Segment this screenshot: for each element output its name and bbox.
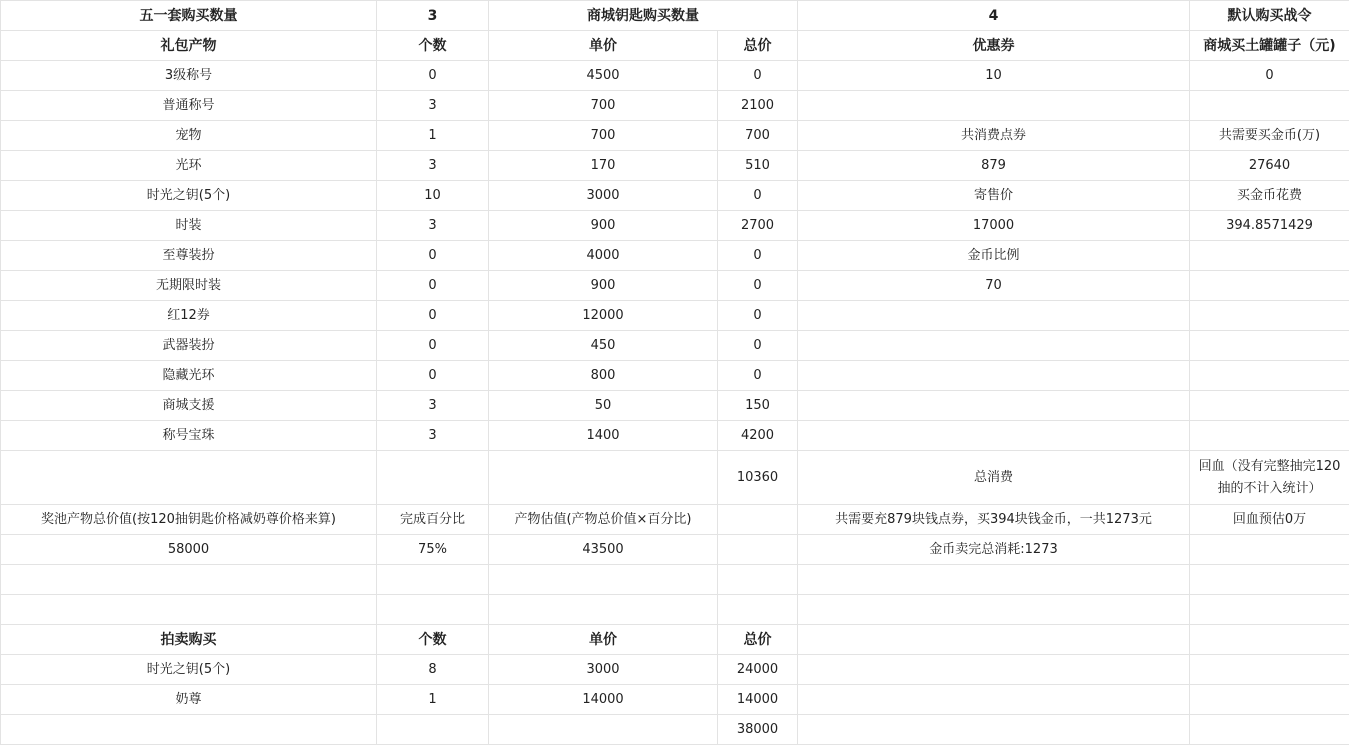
empty-cell[interactable] [1190,331,1349,361]
item-unit-price[interactable]: 900 [489,271,718,301]
consign-label[interactable]: 寄售价 [798,181,1190,211]
coupon-value[interactable]: 10 [798,61,1190,91]
empty-cell[interactable] [1190,655,1349,685]
empty-cell[interactable] [489,565,718,595]
auction-item-count[interactable]: 1 [377,685,489,715]
empty-cell[interactable] [798,91,1190,121]
item-total[interactable]: 2700 [718,211,798,241]
empty-cell[interactable] [377,451,489,505]
summary-text[interactable]: 共需要充879块钱点券，买394块钱金币，一共1273元 [798,505,1190,535]
auction-header-row [1,625,1349,655]
empty-cell[interactable] [718,595,798,625]
item-count[interactable]: 3 [377,391,489,421]
item-name[interactable]: 商城支援 [1,391,377,421]
pool-value-row [1,535,1349,565]
item-total[interactable]: 0 [718,331,798,361]
empty-cell[interactable] [377,595,489,625]
item-count[interactable]: 0 [377,361,489,391]
item-count[interactable]: 0 [377,271,489,301]
header-row [1,1,1349,31]
empty-cell[interactable] [489,715,718,745]
heal-estimate[interactable]: 回血预估0万 [1190,505,1349,535]
empty-cell[interactable] [798,595,1190,625]
gold-needed-label[interactable]: 共需要买金币(万) [1190,121,1349,151]
auction-item-name[interactable]: 时光之钥(5个) [1,655,377,685]
column-header-row [1,31,1349,61]
empty-cell[interactable] [1190,535,1349,565]
auction-unit-header[interactable]: 单价 [489,625,718,655]
auction-item-count[interactable]: 8 [377,655,489,685]
item-count[interactable]: 0 [377,331,489,361]
empty-cell[interactable] [798,391,1190,421]
item-total[interactable]: 0 [718,301,798,331]
empty-cell[interactable] [1190,91,1349,121]
auction-sum[interactable]: 38000 [718,715,798,745]
mall-pot-value[interactable]: 0 [1190,61,1349,91]
item-count[interactable]: 1 [377,121,489,151]
table-row [1,121,1349,151]
empty-cell[interactable] [1190,715,1349,745]
auction-item-name[interactable]: 奶尊 [1,685,377,715]
pool-total-label[interactable]: 奖池产物总价值(按120抽钥匙价格减奶尊价格来算) [1,505,377,535]
table-row [1,61,1349,91]
points-label[interactable]: 共消费点券 [798,121,1190,151]
consign-value[interactable]: 17000 [798,211,1190,241]
table-row [1,271,1349,301]
table-row [1,301,1349,331]
table-row [1,361,1349,391]
auction-item-total[interactable]: 14000 [718,685,798,715]
item-name[interactable]: 宠物 [1,121,377,151]
item-unit-price[interactable]: 4500 [489,61,718,91]
pool-percent-value[interactable]: 75% [377,535,489,565]
gold-needed-value[interactable]: 27640 [1190,151,1349,181]
empty-cell[interactable] [798,361,1190,391]
empty-cell[interactable] [1,715,377,745]
empty-row [1,595,1349,625]
empty-cell[interactable] [1190,301,1349,331]
auction-total-header[interactable]: 总价 [718,625,798,655]
auction-count-header[interactable]: 个数 [377,625,489,655]
auction-item-unit-price[interactable]: 3000 [489,655,718,685]
col-count-header[interactable]: 个数 [377,31,489,61]
table-row [1,241,1349,271]
empty-cell[interactable] [798,685,1190,715]
pool-label-row [1,505,1349,535]
table-row [1,181,1349,211]
item-total[interactable]: 510 [718,151,798,181]
empty-cell[interactable] [718,565,798,595]
pool-estimate-label[interactable]: 产物估值(产物总价值×百分比) [489,505,718,535]
item-name[interactable]: 隐藏光环 [1,361,377,391]
empty-cell[interactable] [1190,685,1349,715]
empty-cell[interactable] [377,715,489,745]
item-count[interactable]: 0 [377,301,489,331]
item-unit-price[interactable]: 700 [489,121,718,151]
item-total[interactable]: 150 [718,391,798,421]
item-unit-price[interactable]: 3000 [489,181,718,211]
empty-cell[interactable] [718,505,798,535]
item-unit-price[interactable]: 1400 [489,421,718,451]
item-count[interactable]: 3 [377,211,489,241]
item-count[interactable]: 0 [377,241,489,271]
empty-cell[interactable] [1190,271,1349,301]
set-purchase-value[interactable]: 3 [377,1,489,31]
item-name[interactable]: 时装 [1,211,377,241]
item-unit-price[interactable]: 12000 [489,301,718,331]
item-name[interactable]: 称号宝珠 [1,421,377,451]
empty-cell[interactable] [1,565,377,595]
item-unit-price[interactable]: 800 [489,361,718,391]
col-unit-price-header[interactable]: 单价 [489,31,718,61]
gold-sell-total[interactable]: 金币卖完总消耗:1273 [798,535,1190,565]
points-value[interactable]: 879 [798,151,1190,181]
empty-cell[interactable] [1190,595,1349,625]
item-total[interactable]: 700 [718,121,798,151]
ratio-label[interactable]: 金币比例 [798,241,1190,271]
item-unit-price[interactable]: 700 [489,91,718,121]
empty-row [1,565,1349,595]
item-count[interactable]: 3 [377,151,489,181]
key-purchase-value[interactable]: 4 [798,1,1190,31]
item-total[interactable]: 2100 [718,91,798,121]
table-row [1,91,1349,121]
item-total[interactable]: 0 [718,61,798,91]
auction-item-unit-price[interactable]: 14000 [489,685,718,715]
key-purchase-label[interactable]: 商城钥匙购买数量 [489,1,798,31]
pool-percent-label[interactable]: 完成百分比 [377,505,489,535]
empty-cell[interactable] [1190,625,1349,655]
item-count[interactable]: 3 [377,91,489,121]
item-count[interactable]: 10 [377,181,489,211]
item-unit-price[interactable]: 4000 [489,241,718,271]
empty-cell[interactable] [1190,391,1349,421]
items-sum[interactable]: 10360 [718,451,798,505]
col-mall-pot-header[interactable]: 商城买土罐罐子（元) [1190,31,1349,61]
empty-cell[interactable] [798,715,1190,745]
table-row [1,685,1349,715]
auction-sum-row [1,715,1349,745]
pool-total-value[interactable]: 58000 [1,535,377,565]
ratio-value[interactable]: 70 [798,271,1190,301]
table-row [1,655,1349,685]
table-row [1,211,1349,241]
auction-item-total[interactable]: 24000 [718,655,798,685]
empty-cell[interactable] [718,535,798,565]
col-total-header[interactable]: 总价 [718,31,798,61]
empty-cell[interactable] [1,595,377,625]
item-name[interactable]: 至尊装扮 [1,241,377,271]
set-purchase-label[interactable]: 五一套购买数量 [1,1,377,31]
table-row [1,421,1349,451]
empty-cell[interactable] [798,331,1190,361]
item-unit-price[interactable]: 50 [489,391,718,421]
item-name[interactable]: 3级称号 [1,61,377,91]
empty-cell[interactable] [1190,361,1349,391]
item-name[interactable]: 无期限时装 [1,271,377,301]
empty-cell[interactable] [489,595,718,625]
table-row [1,331,1349,361]
item-name[interactable]: 时光之钥(5个) [1,181,377,211]
item-unit-price[interactable]: 170 [489,151,718,181]
auction-title[interactable]: 拍卖购买 [1,625,377,655]
item-name[interactable]: 红12券 [1,301,377,331]
empty-cell[interactable] [1190,241,1349,271]
gold-cost-value[interactable]: 394.8571429 [1190,211,1349,241]
item-unit-price[interactable]: 900 [489,211,718,241]
item-total[interactable]: 0 [718,181,798,211]
item-total[interactable]: 0 [718,271,798,301]
item-total[interactable]: 0 [718,241,798,271]
pool-estimate-value[interactable]: 43500 [489,535,718,565]
item-name[interactable]: 普通称号 [1,91,377,121]
sum-row [1,451,1349,505]
item-total[interactable]: 0 [718,361,798,391]
empty-cell[interactable] [489,451,718,505]
empty-cell[interactable] [798,421,1190,451]
table-row [1,391,1349,421]
item-name[interactable]: 光环 [1,151,377,181]
col-coupon-header[interactable]: 优惠券 [798,31,1190,61]
empty-cell[interactable] [1190,565,1349,595]
item-count[interactable]: 3 [377,421,489,451]
gold-cost-label[interactable]: 买金币花费 [1190,181,1349,211]
empty-cell[interactable] [1190,421,1349,451]
item-unit-price[interactable]: 450 [489,331,718,361]
item-name[interactable]: 武器装扮 [1,331,377,361]
empty-cell[interactable] [798,565,1190,595]
col-item-header[interactable]: 礼包产物 [1,31,377,61]
empty-cell[interactable] [1,451,377,505]
item-total[interactable]: 4200 [718,421,798,451]
empty-cell[interactable] [377,565,489,595]
total-spend-label[interactable]: 总消费 [798,451,1190,505]
heal-note[interactable]: 回血（没有完整抽完120抽的不计入统计） [1190,451,1349,505]
table-row [1,151,1349,181]
empty-cell[interactable] [798,625,1190,655]
item-count[interactable]: 0 [377,61,489,91]
empty-cell[interactable] [798,301,1190,331]
battle-pass-label[interactable]: 默认购买战令 [1190,1,1349,31]
empty-cell[interactable] [798,655,1190,685]
